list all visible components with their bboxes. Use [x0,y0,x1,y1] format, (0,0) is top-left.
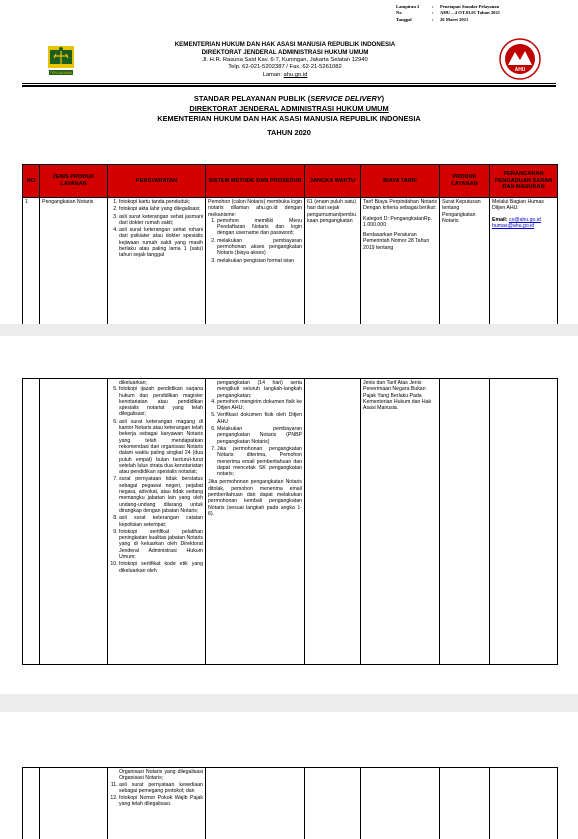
list-item: 3. asli surat keterangan sehat jasmani dari dokter rumah sakit; [119,214,203,227]
header-biaya: BIAYA TARIF [361,165,440,198]
ref-value: Penetapan Standar Pelayanan [440,4,500,9]
letterhead-contact [130,57,440,79]
ahu-logo-icon [499,38,541,80]
biaya-text: Berdasarkan Peraturan Pemerintah Nomor 28 Tahun 2019 tentang [363,232,430,251]
list-item: 1. fotokopi kartu tanda penduduk; [119,199,203,205]
ministry-logo-icon [46,44,76,76]
header-sistem: SISTEM METODE DAN PROSEDUR [206,165,305,198]
list-item: 9. fotokopi sertifikat pelatihan peningkatan kualitas jabatan Notaris yang di keluarkan oleh Direktorat Jenderal Administrasi Hukum Umum; [119,529,203,560]
cell-pengaduan [490,198,558,325]
cell-jenis [40,768,108,839]
letterhead-divider [22,83,556,84]
header-persyaratan: PERSYARATAN [108,165,206,198]
table-row [23,379,558,665]
service-standard-table-continued [22,767,558,839]
cell-pengaduan [490,379,558,665]
cell-persyaratan [108,198,206,325]
ref-value: AHU – 4 OT.03.01 Tahun 2021 [440,10,501,16]
service-standard-table-continued [22,378,558,665]
cell-persyaratan [108,379,206,665]
list-item: 2. fotokopi akta lahir yang dilegalisasi; [119,206,203,212]
cell-sistem [206,198,305,325]
title-ministry: KEMENTERIAN HUKUM DAN HAK ASASI MANUSIA REPUBLIK INDONESIA [157,114,421,123]
list-item: 12. fotokopi Nomor Pokok Wajib Pajak yang telah dilegalisasi. [119,795,203,808]
list-item: 10. fotokopi sertifikat kode etik yang dikeluarkan oleh [119,561,203,574]
page-gap [0,324,578,336]
document-page-1 [0,0,578,324]
cell-biaya: Jenis dan Tarif Atas Jenis Penerimaan Negara Bukan Pajak Yang Berlaku Pada Kementerian Hukum dan Hak Asasi Manusia. [361,379,440,665]
cell-biaya [361,198,440,325]
biaya-text: Kategori D: PengangkatanRp. 1.000.000 [363,215,432,228]
email-link[interactable]: cs@ahu.go.id [509,216,541,223]
site-link[interactable]: ahu.go.id [283,71,308,78]
list-item: 6. asli surat keterangan magang di kantor Notaris atau keterangan telah bekerja sebagai karyawan Notaris yang telah mendapatkan rekomendasi dari organisasi Notaris dalam waktu paling singkat 24 (dua puluh empat) bulan berturut-turut setelah lulus strata dua kenotariatan atau pendidikan spesialis notariat; [119,419,203,476]
cell-sistem [206,379,305,665]
title-directorate: DIREKTORAT JENDERAL ADMINISTRASI HUKUM UMUM [189,104,389,113]
list-item: 8. asli surat keterangan catatan kepolisian setempat; [119,515,203,528]
svg-text:AHU: AHU [514,67,526,73]
list-item: 3. melakukan pengisian format isian [217,258,302,264]
sistem-intro: Pemohon (calon Notaris) membuka login notaris dilaman ahu.go.id dengan mekanisme: [208,199,302,218]
cell-biaya [361,768,440,839]
header-pengaduan: PENANGANAN PENGADUAN SARAN DAN MASUKAN [490,165,558,198]
list-item-continued: pengangkatan (14 hari) serta mengikuti seluruh langkah-langkah pengangkatan; [217,380,302,399]
svg-text:TERLAKSANA: TERLAKSANA [49,71,73,75]
title-emphasis: SERVICE DELIVERY [310,94,382,103]
ministry-name: KEMENTERIAN HUKUM DAN HAK ASASI MANUSIA REPUBLIK INDONESIA [174,41,396,48]
service-standard-table [22,164,558,324]
header-jenis: JENIS PRODUK LAYANAN [40,165,108,198]
document-reference: Lampiran 2 : Penetapan Standar Pelayanan No : AHU – 4 OT.03.01 Tahun 2021 Tanggal : 26 Maret 2021 [396,4,501,22]
cell-produk: Surat Keputusan tentang Pengangkatan Notaris [440,198,490,325]
header-produk: PRODUK LAYANAN [440,165,490,198]
cell-pengaduan [490,768,558,839]
list-item: 7. surat pernyataan tidak berstatus sebagai pegawai negeri, pejabat negara, advokat, atau tidak sedang memangku jabatan lain yang oleh undang-undang dilarang untuk dirangkap dengan jabatan Notaris; [119,476,203,514]
page-gap [0,694,578,712]
ref-key: Lampiran 2 [396,4,420,9]
list-item: 5. fotokopi ijazah pendidikan sarjana hukum dan pendidikan magister kenotariatan atau pendidikan spesialis notariat yang telah dilegalisasi; [119,386,203,417]
cell-persyaratan [108,768,206,839]
ref-key: No [396,10,402,16]
table-row [23,768,558,839]
sistem-tail: Jika permohonan pengangkatan Notaris ditolak, pemohon menerima email pemberitahuan dan dapat melakukan permohonan kembali pengangkatan Notaris (sesuai langkah pada angka 1-6). [208,479,302,517]
cell-jenis: Pengangkatan Notaris [40,198,108,325]
document-title: STANDAR PELAYANAN PUBLIK (SERVICE DELIVERY) DIREKTORAT JENDERAL ADMINISTRASI HUKUM UMUM KEMENTERIAN HUKUM DAN HAK ASASI MANUSIA REPUBLIK INDONESIA TAHUN 2020 [60,94,518,138]
list-item: 6. Melakukan pembayaran pengangkatan Notaris (PNBP pengangkatan Notaris) [217,426,302,445]
biaya-text: Tarif Biaya Perpindahan Notaris Dengan kriteria sebagai berikut: [363,199,437,212]
list-item: 2. melakukan pembayaran permohonan akses pengangkatan Notaris (biaya akses) [217,238,302,257]
cell-produk [440,379,490,665]
list-item: 5. Verifikasi dokumen fisik oleh Ditjen AHU [217,412,302,425]
list-item: 1. pemohon memiliki Menu Pendaftaran Notaris dan login dengan username dan password; [217,218,302,237]
cell-jangka [305,379,361,665]
list-item: 4. asli surat keterangan sehat rohani dari psikiater atau dokter spesialis kejiwaan rumah sakit yang masih berlaku atau paling lama 1 (satu) tahun sejak tanggal [119,227,203,258]
email-link-humas[interactable]: humas@ahu.go.id [492,222,535,229]
table-row [23,198,558,325]
cell-no [23,379,40,665]
phone-text: Telp. 62-021-5202387 / Fax. 62-21-5261082 [228,64,342,71]
cell-sistem [206,768,305,839]
list-item: 4. pemohon mengirim dokumen fisik ke Ditjen AHU; [217,399,302,412]
address-text: Jl. H.R. Rasuna Said Kav. 6-7, Kuningan, Jakarta Selatan 12940 [202,57,368,63]
cell-no [23,768,40,839]
header-jangka: JANGKA WAKTU [305,165,361,198]
header-no: NO [23,165,40,198]
document-page-2 [0,336,578,694]
ref-key: Tanggal [396,16,412,22]
cell-jangka [305,768,361,839]
title-year: TAHUN 2020 [267,128,311,137]
pengaduan-text: Melalui Bagian Humas Ditjen AHU: [492,199,544,212]
cell-jangka: 61 (enam puluh satu) hari dari sejak pengumuman/pembukaan pengangkatan [305,198,361,325]
table-header-row [23,165,558,198]
cell-no: 1 [23,198,40,325]
cell-produk [440,768,490,839]
site-label: Laman: [262,71,284,78]
directorate-name: DIREKTORAT JENDERAL ADMINISTRASI HUKUM UMUM [201,48,369,56]
list-item-continued: dikeluarkan; [119,380,147,386]
letterhead-divider-thick [22,85,556,87]
document-page-3 [0,712,578,839]
ref-value: 26 Maret 2021 [440,16,469,22]
list-item-continued: Organisasi Notaris yang dilegalisasi Organisasi Notaris; [119,769,203,782]
list-item: 7. Jika permohonan pengangkatan Notaris diterima, Pemohon menerima email pemberitahuan dan dapat mencetak SK pengangkatan notaris; [217,446,302,477]
list-item: 11. asli surat pernyataan kesediaan sebagai pemegang protokol; dan [119,782,203,795]
email-label: Email: [492,216,510,223]
letterhead-title [130,41,440,56]
cell-jenis [40,379,108,665]
